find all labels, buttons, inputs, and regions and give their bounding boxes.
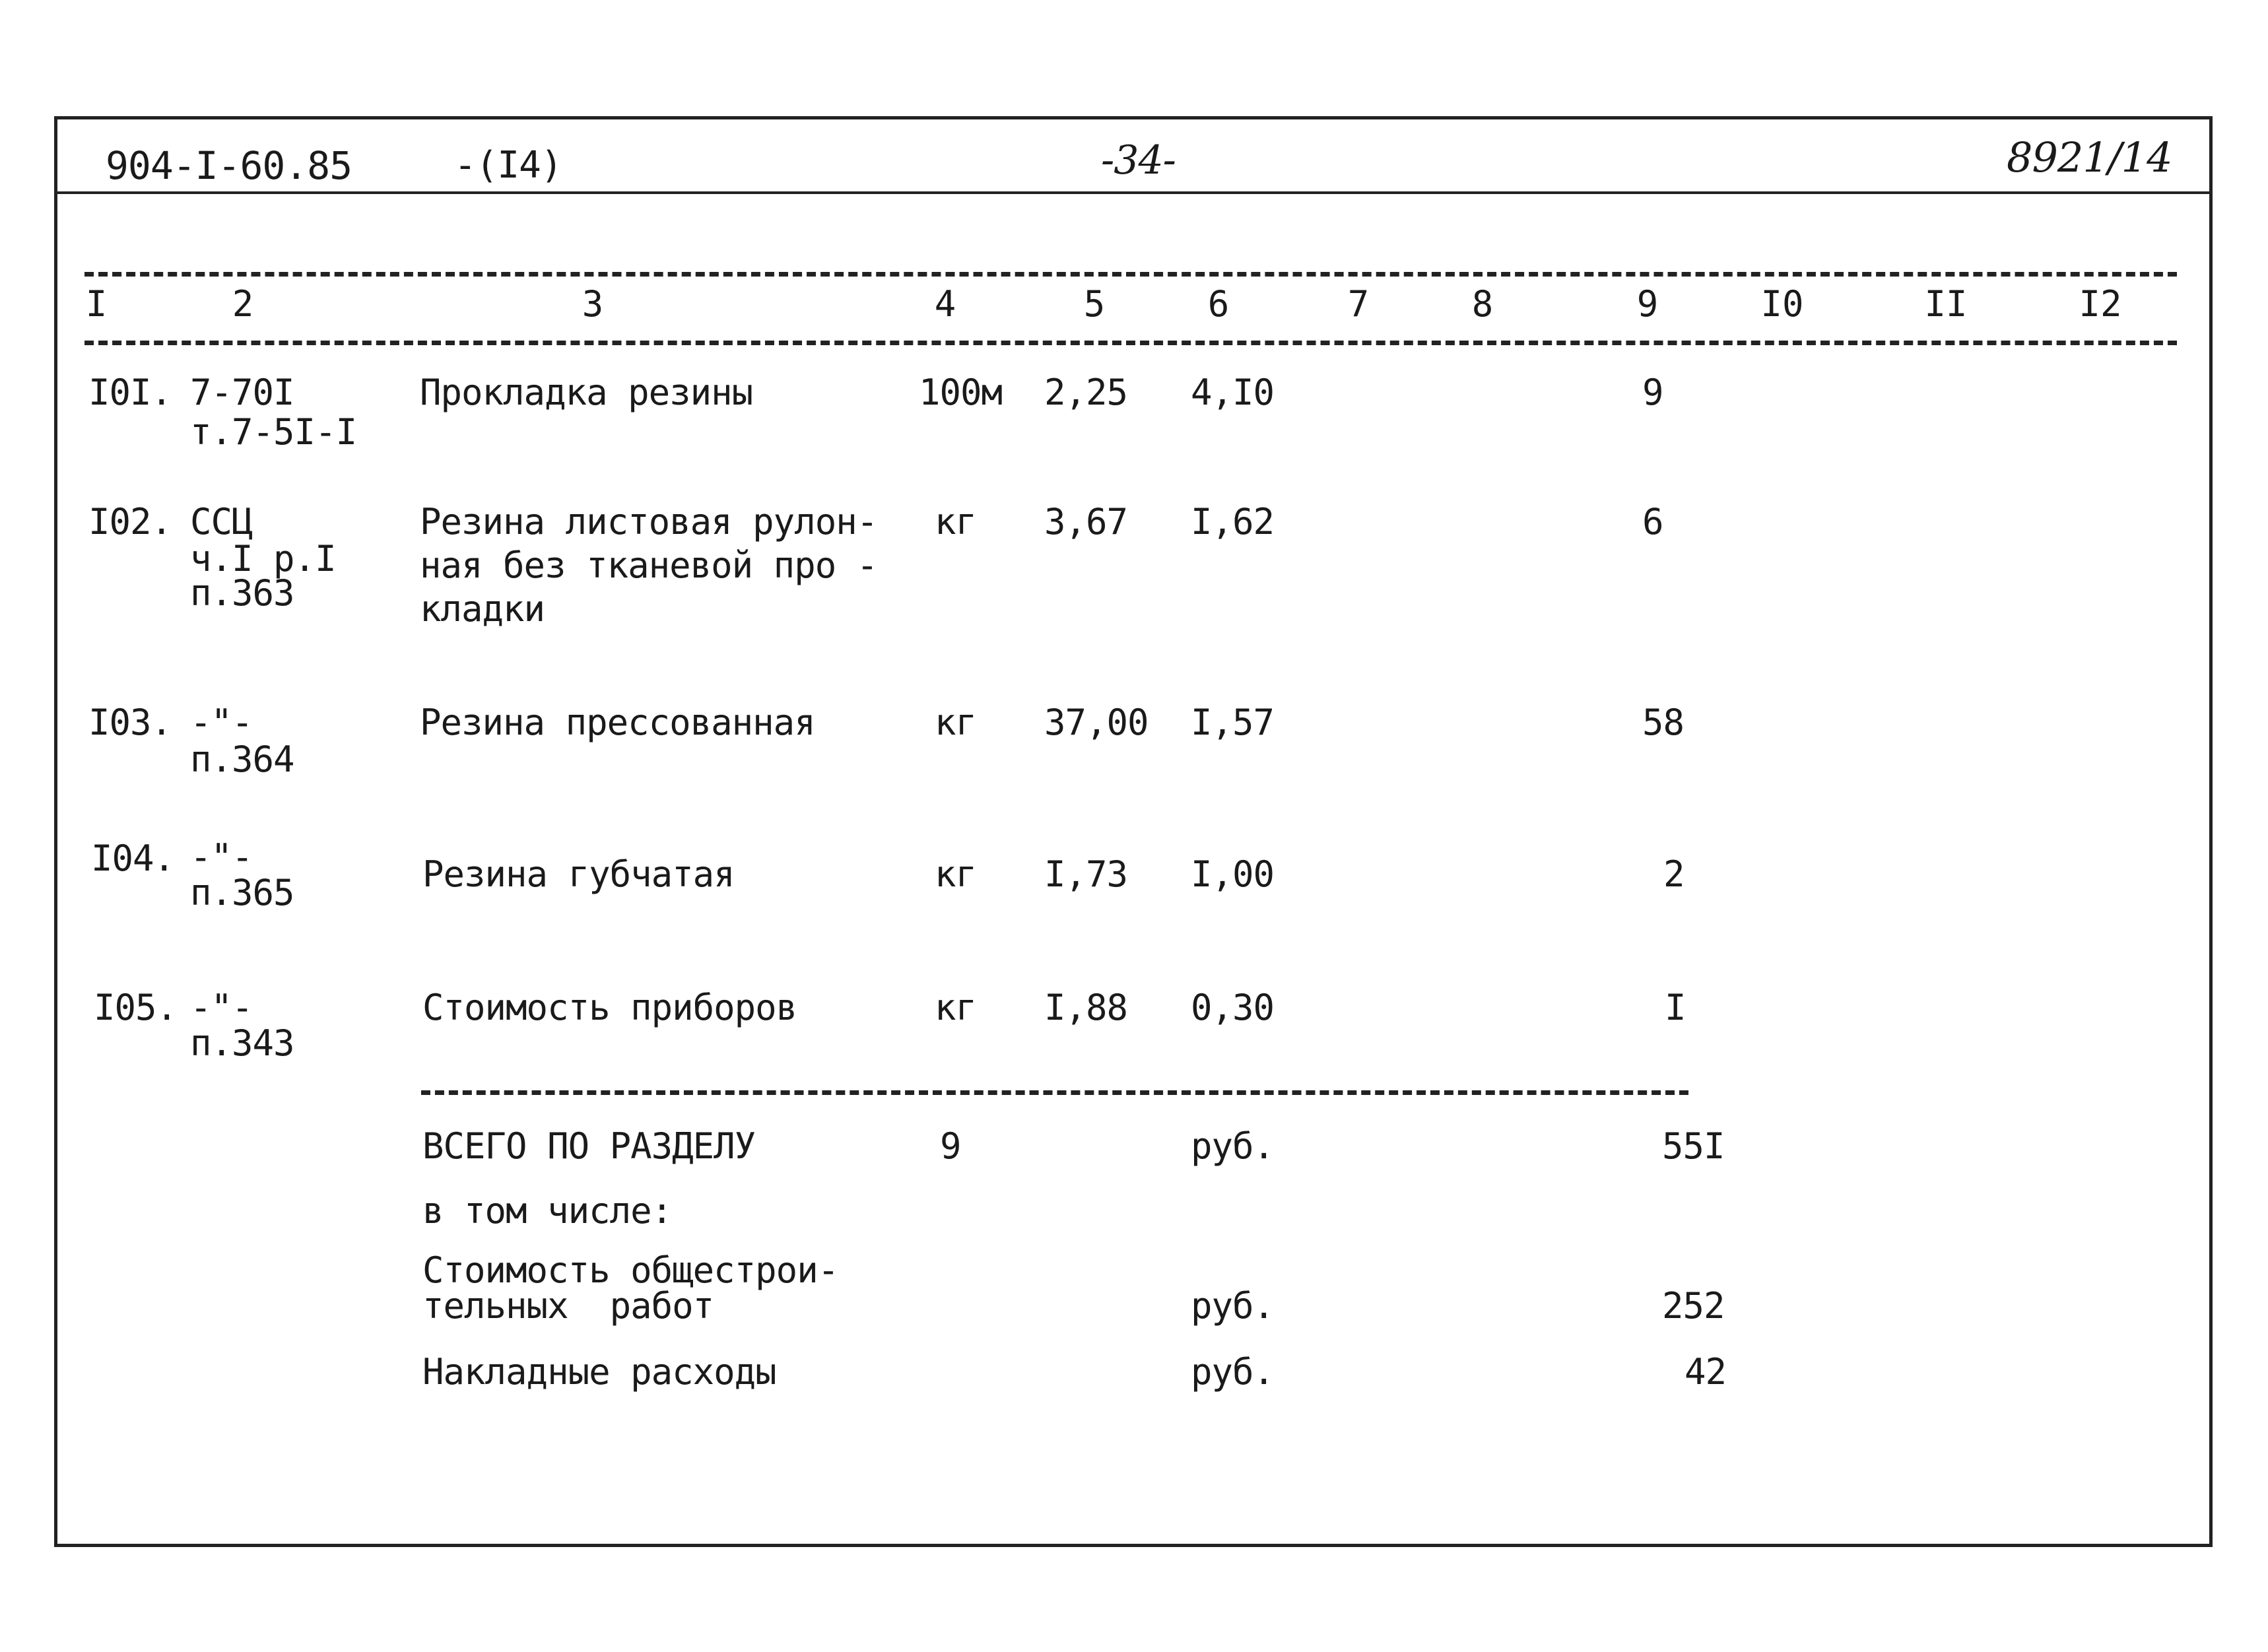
summary-total-value: 55I bbox=[1662, 1125, 1725, 1167]
row-unit: кг bbox=[935, 987, 977, 1028]
summary-overhead-value: 42 bbox=[1684, 1351, 1727, 1393]
row-code-line: -"- bbox=[190, 987, 253, 1028]
row-code-line: -"- bbox=[190, 836, 253, 878]
row-code-line: т.7-5I-I bbox=[190, 411, 357, 453]
row-name-line: Стоимость приборов bbox=[422, 987, 797, 1028]
summary-including-label: в том числе: bbox=[422, 1190, 673, 1232]
column-number-1: I bbox=[85, 283, 108, 325]
summary-general-label-line: тельных работ bbox=[422, 1285, 714, 1327]
doc-code: 904-I-60.85 bbox=[106, 143, 352, 188]
row-price: I,62 bbox=[1191, 501, 1275, 543]
row-name-line: кладки bbox=[420, 588, 545, 630]
row-total: I bbox=[1665, 987, 1686, 1028]
summary-total-label: ВСЕГО ПО РАЗДЕЛУ bbox=[422, 1125, 756, 1167]
column-number-4: 4 bbox=[934, 283, 956, 325]
doc-part: -(I4) bbox=[454, 144, 562, 187]
row-quantity: I,73 bbox=[1044, 853, 1128, 895]
summary-general-currency: руб. bbox=[1191, 1285, 1275, 1327]
column-header-top-rule bbox=[84, 272, 2177, 277]
row-number: I0I. bbox=[88, 372, 172, 413]
row-number: I05. bbox=[94, 987, 178, 1028]
row-code-line: ч.I р.I bbox=[190, 538, 336, 579]
column-number-6: 6 bbox=[1207, 283, 1230, 325]
row-number: I04. bbox=[91, 838, 175, 879]
row-name-line: Резина губчатая bbox=[422, 853, 735, 895]
column-number-8: 8 bbox=[1471, 283, 1494, 325]
row-number: I02. bbox=[88, 501, 172, 543]
column-number-11: II bbox=[1924, 283, 1968, 325]
row-code-line: ССЦ bbox=[190, 501, 253, 543]
summary-general-label-line: Стоимость общестрои- bbox=[422, 1249, 839, 1291]
column-number-10: I0 bbox=[1760, 283, 1804, 325]
column-number-9: 9 bbox=[1636, 283, 1659, 325]
row-name-line: Резина прессованная bbox=[420, 702, 815, 743]
sheet-number: 8921/14 bbox=[2007, 133, 2172, 182]
row-code-line: п.363 bbox=[190, 572, 294, 614]
column-number-3: 3 bbox=[582, 283, 604, 325]
row-name-line: ная без тканевой про - bbox=[420, 545, 878, 586]
row-quantity: 37,00 bbox=[1044, 702, 1149, 743]
row-code-line: п.365 bbox=[190, 872, 294, 913]
row-quantity: 3,67 bbox=[1044, 501, 1128, 543]
row-name-line: Резина листовая рулон- bbox=[420, 501, 878, 543]
row-total: 9 bbox=[1642, 372, 1663, 413]
row-unit: кг bbox=[935, 853, 977, 895]
summary-overhead-label: Накладные расходы bbox=[422, 1351, 776, 1393]
row-unit: кг bbox=[935, 702, 977, 743]
row-code-line: 7-70I bbox=[190, 372, 294, 413]
summary-rule bbox=[421, 1090, 1688, 1095]
row-quantity: 2,25 bbox=[1044, 372, 1128, 413]
row-price: 0,30 bbox=[1191, 987, 1275, 1028]
column-number-2: 2 bbox=[232, 283, 254, 325]
row-code-line: п.364 bbox=[190, 739, 294, 780]
summary-total-section: 9 bbox=[940, 1125, 961, 1167]
page-number: -34- bbox=[1101, 137, 1176, 183]
summary-general-value: 252 bbox=[1662, 1285, 1725, 1327]
column-number-12: I2 bbox=[2079, 283, 2122, 325]
summary-overhead-currency: руб. bbox=[1191, 1351, 1275, 1393]
page-frame bbox=[54, 116, 2213, 1547]
row-unit: кг bbox=[935, 501, 977, 543]
row-code-line: -"- bbox=[190, 702, 253, 743]
row-number: I03. bbox=[88, 702, 172, 743]
row-price: I,00 bbox=[1191, 853, 1275, 895]
row-price: 4,I0 bbox=[1191, 372, 1275, 413]
column-number-7: 7 bbox=[1347, 283, 1370, 325]
row-total: 58 bbox=[1642, 702, 1684, 743]
row-total: 6 bbox=[1642, 501, 1663, 543]
row-unit: 100м bbox=[919, 372, 1003, 413]
row-total: 2 bbox=[1663, 853, 1684, 895]
row-quantity: I,88 bbox=[1044, 987, 1128, 1028]
column-header-bottom-rule bbox=[84, 341, 2177, 345]
row-name-line: Прокладка резины bbox=[420, 372, 753, 413]
row-price: I,57 bbox=[1191, 702, 1275, 743]
summary-total-currency: руб. bbox=[1191, 1125, 1275, 1167]
column-number-5: 5 bbox=[1083, 283, 1106, 325]
row-code-line: п.343 bbox=[190, 1022, 294, 1064]
header-rule bbox=[57, 191, 2209, 194]
